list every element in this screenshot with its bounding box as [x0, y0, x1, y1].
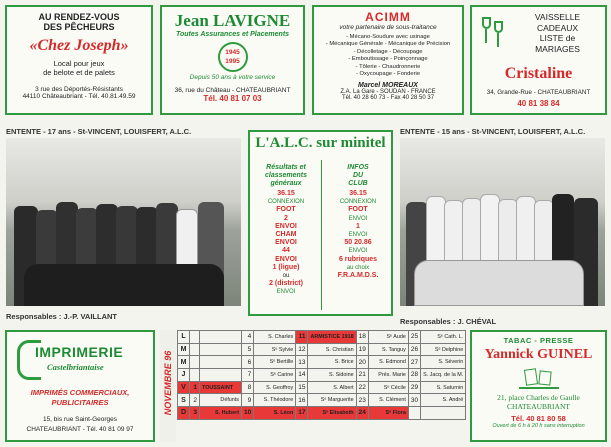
saint-name [200, 369, 242, 382]
day-number: 14 [296, 369, 308, 382]
saint-name [421, 407, 466, 420]
weekday: J [178, 369, 190, 382]
saint-name: S. Christian [308, 343, 356, 356]
imprimerie-address: 15, bis rue Saint-Georges [42, 416, 118, 423]
weekday: V [178, 381, 190, 394]
day-number: 1 [190, 381, 200, 394]
joseph-desc2: de belote et de palets [43, 68, 115, 77]
saint-name: Défunts [200, 394, 242, 407]
day-number: 3 [190, 407, 200, 420]
saint-name: Sᵉ Elisabeth [308, 407, 356, 420]
minitel-left-line: CHAM [275, 231, 297, 239]
minitel-right-line: F.R.A.M.D.S. [337, 272, 379, 280]
minitel-right-line: ENVOI [348, 248, 368, 255]
minitel-left-line: ENVOI [275, 222, 297, 230]
guinel-top: TABAC - PRESSE [503, 336, 574, 345]
cristaline-line4: MARIAGES [535, 43, 580, 54]
minitel-right-line: ENVOI [348, 232, 368, 239]
day-number [408, 407, 420, 420]
saint-name: S. Clément [368, 394, 408, 407]
ad-imprimerie [5, 330, 155, 442]
saint-name: S. Théodore [254, 394, 296, 407]
joseph-name: «Chez Joseph» [29, 37, 129, 54]
imprimerie-city: CHATEAUBRIANT - Tél. 40 81 09 97 [26, 426, 134, 433]
acimm-service: - Oxycoupage - Fonderie [355, 71, 421, 78]
day-number: 28 [408, 369, 420, 382]
minitel-left-line: CONNEXION [267, 199, 305, 206]
saint-name: S. Séverin [421, 356, 466, 369]
guinel-tel: Tél. 40 81 80 58 [511, 414, 566, 423]
calendar-row [178, 381, 466, 394]
saint-name: Sᵉ Bertille [254, 356, 296, 369]
saint-name: Sᵉ Sylvie [254, 343, 296, 356]
day-number: 17 [296, 407, 308, 420]
joseph-desc1: Local pour jeux [53, 59, 105, 68]
right-team-responsables: Responsables : J. CHÉVAL [400, 317, 497, 326]
minitel-left-line: ou [282, 273, 290, 280]
left-head-1: Résultats et [266, 164, 306, 171]
left-team-responsables: Responsables : J.-P. VAILLANT [6, 312, 117, 321]
lavigne-since: Depuis 50 ans à votre service [189, 74, 276, 81]
calendar-month: NOVEMBRE 96 [163, 350, 173, 416]
minitel-right-column [323, 164, 393, 280]
day-number: 27 [408, 356, 420, 369]
imprimerie-line2: PUBLICITAIRES [51, 398, 109, 407]
day-number: 20 [356, 356, 368, 369]
calendar-row [178, 369, 466, 382]
day-number: 4 [242, 331, 254, 344]
day-number: 15 [296, 381, 308, 394]
weekday: D [178, 407, 190, 420]
imprimerie-name: IMPRIMERIE [35, 344, 124, 360]
saint-name [200, 331, 242, 344]
saint-name: S. Brice [308, 356, 356, 369]
acimm-service: - Emboutissage - Poinçonnage [348, 56, 428, 63]
cristaline-line2: CADEAUX [536, 22, 579, 33]
minitel-right-line: CONNEXION [339, 199, 377, 206]
day-number: 7 [242, 369, 254, 382]
saint-name: ARMISTICE 1918 [308, 331, 356, 344]
day-number: 25 [408, 331, 420, 344]
calendar-row [178, 331, 466, 344]
minitel-left-line: 2 (district) [269, 280, 303, 288]
minitel-left-line: ENVOI [276, 289, 296, 296]
acimm-service: - Mécanique Générale - Mécanique de Précision [325, 41, 451, 48]
cristaline-line1: VAISSELLE [534, 12, 581, 22]
saint-name: Sᵉ Carine [254, 369, 296, 382]
minitel-left-line: FOOT [276, 206, 296, 214]
saint-name: S. Charles [254, 331, 296, 344]
minitel-right-line: au choix [346, 264, 370, 271]
minitel-left-line: 44 [282, 247, 290, 255]
cristaline-tel: 40 81 38 84 [517, 99, 560, 108]
acimm-service: - Décolletage - Découpage [353, 48, 423, 55]
acimm-contact: Marcel MOREAUX [358, 82, 418, 90]
saint-name [200, 356, 242, 369]
minitel-right-head [323, 164, 393, 188]
day-number: 18 [356, 331, 368, 344]
guinel-address: 21, place Charles de Gaulle [497, 393, 580, 402]
saint-name: Sᵉ Marguerite [308, 394, 356, 407]
day-number [190, 343, 200, 356]
saint-name: S. Saturnin [421, 381, 466, 394]
weekday: M [178, 356, 190, 369]
laurel-seal-icon [218, 42, 248, 72]
seal-year-2: 1995 [225, 58, 240, 65]
day-number: 2 [190, 394, 200, 407]
cristaline-line3: LISTE de [539, 33, 576, 43]
day-number: 26 [408, 343, 420, 356]
joseph-address: 3 rue des Déportés-Résistants [35, 86, 123, 93]
acimm-service: - Tôlerie - Chaudronnerie [355, 63, 421, 70]
day-number: 19 [356, 343, 368, 356]
day-number: 5 [242, 343, 254, 356]
seal-year-1: 1945 [225, 49, 240, 56]
lavigne-name: Jean LAVIGNE [174, 11, 291, 30]
saint-name: S. Geoffroy [254, 381, 296, 394]
imprimerie-line1: IMPRIMÉS COMMERCIAUX, [30, 388, 130, 397]
saint-name: Prés. Marie [368, 369, 408, 382]
newspaper-stand-icon [519, 367, 559, 389]
calendar-row [178, 356, 466, 369]
saint-name: Sᵉ Aude [368, 331, 408, 344]
minitel-right-line: 50 20.86 [344, 239, 372, 247]
saint-name: TOUSSAINT [200, 381, 242, 394]
minitel-right-line: 1 [356, 222, 360, 230]
day-number: 24 [356, 407, 368, 420]
joseph-line2: DES PÊCHEURS [43, 22, 115, 32]
day-number: 8 [242, 381, 254, 394]
day-number [190, 356, 200, 369]
acimm-services [314, 34, 462, 78]
minitel-title: L'A.L.C. sur minitel [255, 135, 386, 151]
minitel-left-line: 36.15 [277, 190, 295, 197]
saint-name: S. Albert [308, 381, 356, 394]
right-head-2: DU [352, 172, 364, 179]
weekday: M [178, 343, 190, 356]
lavigne-tel: Tél. 40 81 07 03 [203, 94, 262, 103]
left-head-2: classements [264, 172, 308, 179]
day-number: 21 [356, 369, 368, 382]
joseph-line1: AU RENDEZ-VOUS [38, 12, 120, 22]
saint-name: S. André [421, 394, 466, 407]
minitel-left-line: ENVOI [275, 255, 297, 263]
right-head-3: CLUB [348, 180, 368, 187]
saint-name: Sᵉ Cath. L. [421, 331, 466, 344]
right-head-1: INFOS [347, 164, 369, 171]
lavigne-address: 36, rue du Château - CHATEAUBRIANT [174, 87, 291, 94]
saint-name: S. Léon [254, 407, 296, 420]
acimm-name: ACIMM [365, 10, 411, 24]
minitel-left-column [251, 164, 321, 297]
ad-acimm [312, 5, 464, 115]
saint-name: S. Hubert [200, 407, 242, 420]
saint-name [200, 343, 242, 356]
acimm-tel: Tél. 40 28 60 73 - Fax 40 28 50 37 [341, 95, 435, 102]
minitel-right-line: ENVOI [348, 215, 368, 222]
minitel-right-line: FOOT [348, 206, 368, 214]
day-number [190, 331, 200, 344]
day-number: 12 [296, 343, 308, 356]
day-number: 29 [408, 381, 420, 394]
weekday: S [178, 394, 190, 407]
minitel-left-line: 1 (ligue) [272, 263, 300, 271]
cristaline-address: 34, Grande-Rue - CHATEAUBRIANT [486, 89, 591, 96]
day-number [190, 369, 200, 382]
left-head-3: généraux [270, 180, 302, 187]
ad-cristaline [470, 5, 607, 115]
acimm-subtitle: votre partenaire de sous-traitance [339, 24, 437, 31]
day-number: 11 [296, 331, 308, 344]
day-number: 30 [408, 394, 420, 407]
day-number: 10 [242, 407, 254, 420]
minitel-right-line: 6 rubriques [338, 255, 378, 263]
calendar-row [178, 343, 466, 356]
lavigne-subtitle: Toutes Assurances et Placements [175, 31, 290, 38]
joseph-city: 44110 Châteaubriant - Tél. 40.81.49.59 [22, 93, 136, 100]
minitel-right-line: 36.15 [349, 190, 367, 197]
day-number: 9 [242, 394, 254, 407]
team-players [400, 176, 605, 306]
team-photo-15-ans [400, 138, 605, 306]
guinel-name: Yannick GUINEL [484, 347, 593, 362]
weekday: L [178, 331, 190, 344]
right-team-caption: ENTENTE - 15 ans - St-VINCENT, LOUISFERT, A.L.C. [400, 127, 586, 136]
minitel-left-line: ENVOI [275, 239, 297, 247]
left-team-caption: ENTENTE - 17 ans - St-VINCENT, LOUISFERT, A.L.C. [6, 127, 192, 136]
team-players [6, 186, 241, 306]
calendar-row [178, 394, 466, 407]
calendar-grid [177, 330, 466, 420]
minitel-left-line: 2 [284, 214, 288, 222]
saint-name: S. Tanguy [368, 343, 408, 356]
team-photo-17-ans [6, 138, 241, 306]
day-number: 13 [296, 356, 308, 369]
saint-name: S. Edmond [368, 356, 408, 369]
saint-name: Sᵉ Flora [368, 407, 408, 420]
calendar-row [178, 407, 466, 420]
ad-yannick-guinel [470, 330, 607, 442]
ad-chez-joseph [5, 5, 153, 115]
ad-jean-lavigne [160, 5, 305, 115]
acimm-service: - Mécano-Soudure avec usinage [346, 34, 430, 40]
saint-name: S. Jacq. de la M. [421, 369, 466, 382]
saint-name: Sᵉ Delphine [421, 343, 466, 356]
guinel-hours: Ouvert de 6 h à 20 h sans interruption [492, 423, 585, 429]
guinel-city: CHATEAUBRIANT [507, 402, 570, 411]
day-number: 6 [242, 356, 254, 369]
day-number: 16 [296, 394, 308, 407]
saint-name: Sᵉ Cécile [368, 381, 408, 394]
day-number: 22 [356, 381, 368, 394]
minitel-box [248, 130, 393, 316]
cristaline-name: Cristaline [504, 65, 573, 82]
day-number: 23 [356, 394, 368, 407]
glasses-icon [480, 17, 506, 57]
minitel-left-head [251, 164, 321, 188]
calendar-month-label [160, 330, 176, 442]
saint-name: S. Sidoine [308, 369, 356, 382]
acimm-address: Z.A. La Gare - SOUDAN - FRANCE [340, 89, 436, 96]
imprimerie-subtitle: Castelbriantaise [47, 362, 104, 372]
